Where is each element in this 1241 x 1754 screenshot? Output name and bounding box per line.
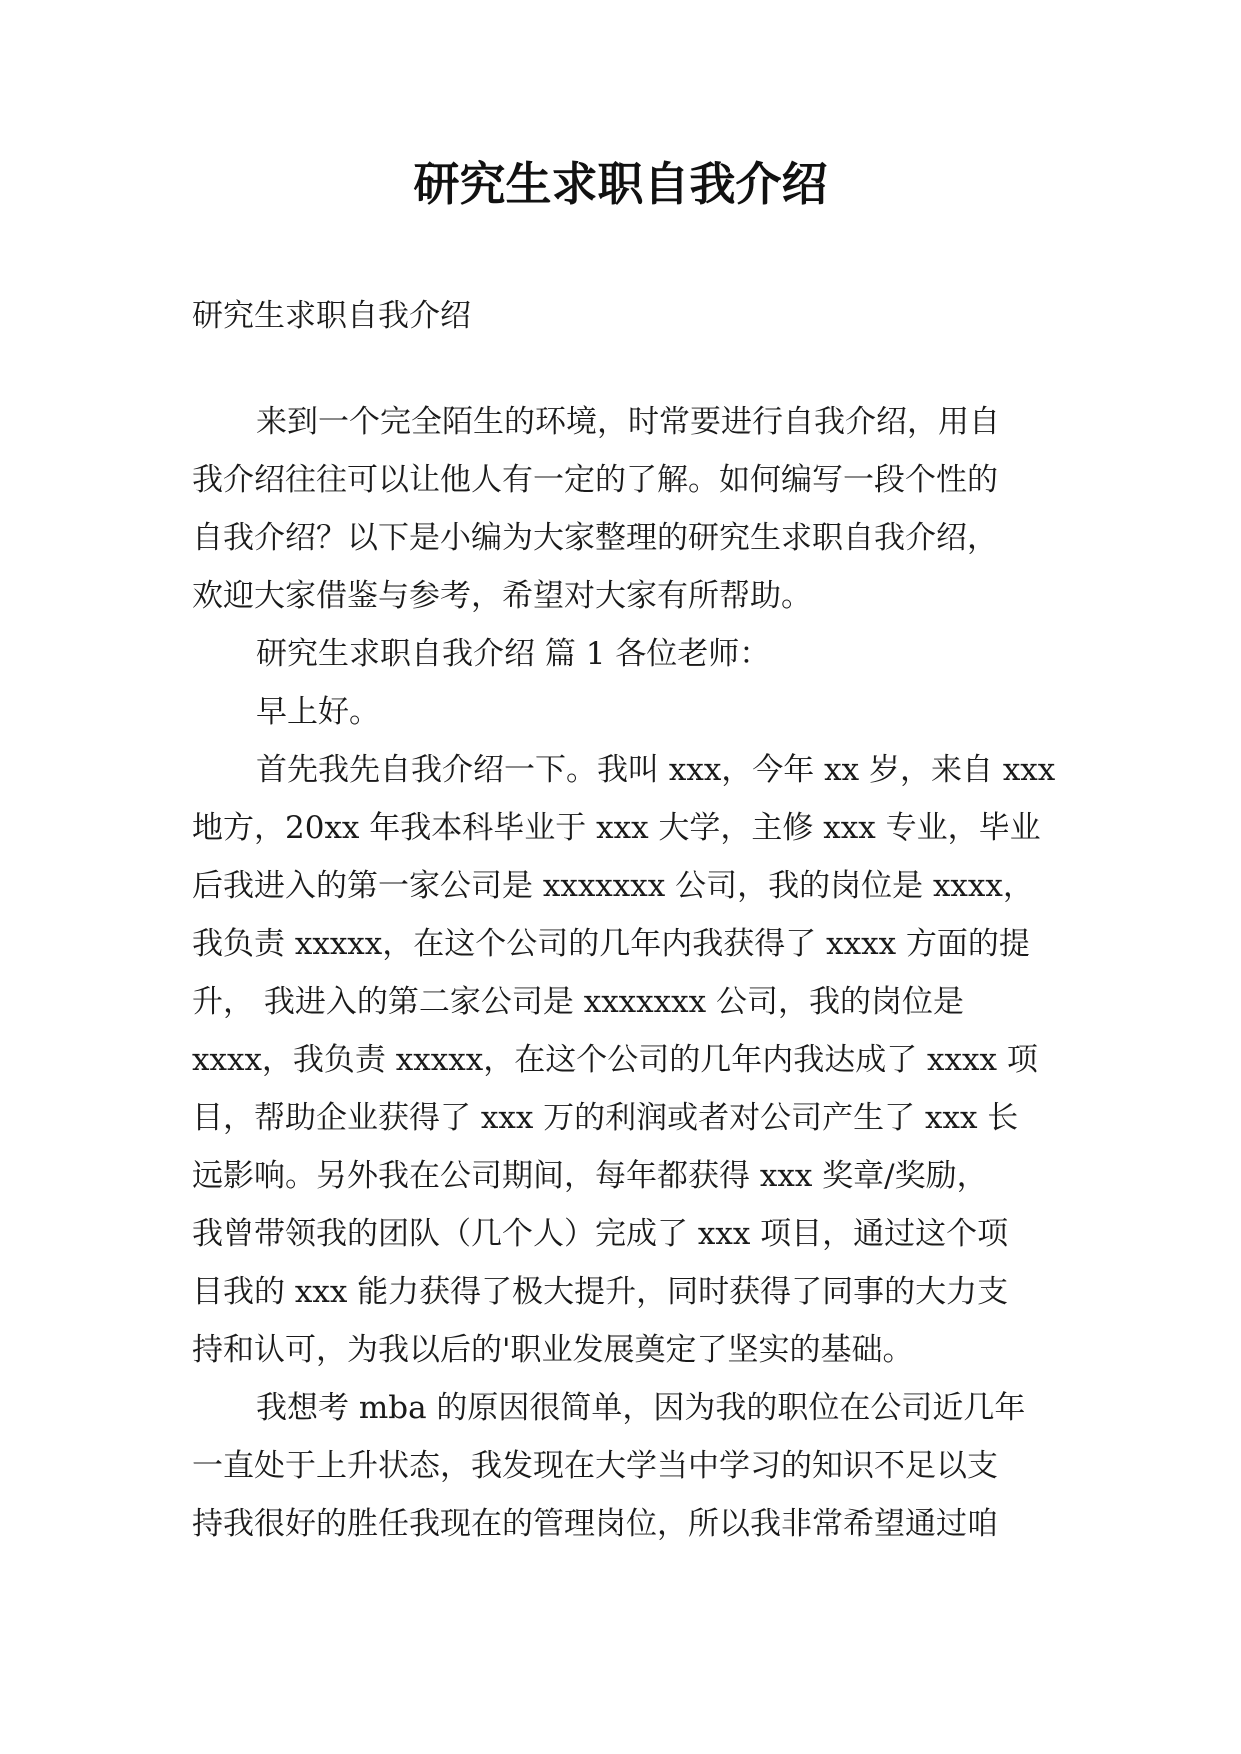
paragraph-line: 自我介绍？以下是小编为大家整理的研究生求职自我介绍，	[192, 520, 998, 556]
paragraph-line: 我负责 xxxxx，在这个公司的几年内我获得了 xxxx 方面的提	[192, 926, 1030, 962]
paragraph-line: 首先我先自我介绍一下。我叫 xxx，今年 xx 岁，来自 xxx	[256, 752, 1056, 788]
paragraph-line: xxxx，我负责 xxxxx，在这个公司的几年内我达成了 xxxx 项	[192, 1042, 1038, 1078]
paragraph-line: 我曾带领我的团队（几个人）完成了 xxx 项目，通过这个项	[192, 1216, 1009, 1252]
paragraph-line: 研究生求职自我介绍 篇 1 各位老师：	[256, 636, 771, 672]
paragraph-line: 远影响。另外我在公司期间，每年都获得 xxx 奖章/奖励，	[192, 1158, 988, 1194]
document-title: 研究生求职自我介绍	[413, 157, 828, 211]
paragraph-line: 目我的 xxx 能力获得了极大提升，同时获得了同事的大力支	[192, 1274, 1009, 1310]
paragraph-line: 地方，20xx 年我本科毕业于 xxx 大学，主修 xxx 专业，毕业	[192, 810, 1041, 846]
paragraph-line: 持我很好的胜任我现在的管理岗位，所以我非常希望通过咱	[192, 1506, 998, 1542]
subtitle-line: 研究生求职自我介绍	[192, 298, 471, 334]
paragraph-line: 我想考 mba 的原因很简单，因为我的职位在公司近几年	[256, 1390, 1026, 1426]
paragraph-line: 欢迎大家借鉴与参考，希望对大家有所帮助。	[192, 578, 812, 614]
paragraph-line: 目，帮助企业获得了 xxx 万的利润或者对公司产生了 xxx 长	[192, 1100, 1019, 1136]
paragraph-line: 升， 我进入的第二家公司是 xxxxxxx 公司，我的岗位是	[192, 984, 964, 1020]
paragraph-line: 一直处于上升状态，我发现在大学当中学习的知识不足以支	[192, 1448, 998, 1484]
paragraph-line: 来到一个完全陌生的环境，时常要进行自我介绍，用自	[256, 404, 1000, 440]
paragraph-line: 持和认可，为我以后的'职业发展奠定了坚实的基础。	[192, 1332, 914, 1368]
paragraph-line: 后我进入的第一家公司是 xxxxxxx 公司，我的岗位是 xxxx，	[192, 868, 1034, 904]
paragraph-line: 早上好。	[256, 694, 380, 730]
paragraph-line: 我介绍往往可以让他人有一定的了解。如何编写一段个性的	[192, 462, 998, 498]
